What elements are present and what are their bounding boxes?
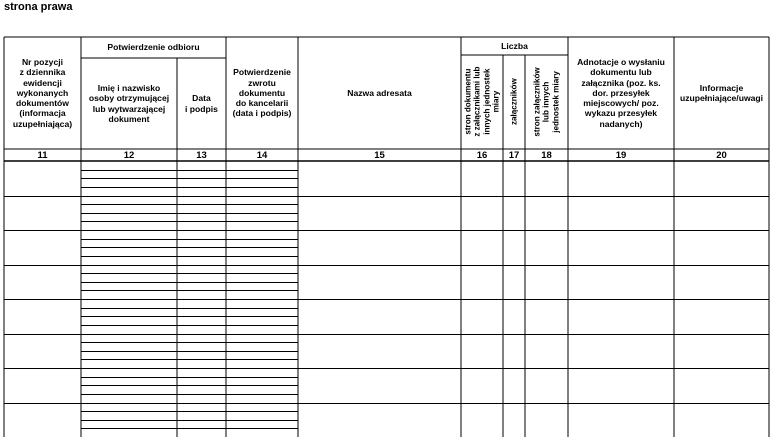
entry-cell-entry-number[interactable] [5,404,80,437]
entry-cell-addressee-name[interactable] [299,404,460,437]
entry-cell-date-signature[interactable] [178,266,225,299]
entry-cell-addressee-name[interactable] [299,162,460,195]
column-number-11: 11 [37,149,48,161]
entry-cell-document-pages[interactable] [462,300,502,333]
entry-cell-attachment-pages[interactable] [526,404,567,437]
entry-cell-addressee-name[interactable] [299,369,460,402]
entry-cell-recipient-name[interactable] [82,197,176,230]
entry-cell-entry-number[interactable] [5,266,80,299]
entry-cell-recipient-name[interactable] [82,369,176,402]
entry-cell-recipient-name[interactable] [82,335,176,368]
entry-cell-additional-info[interactable] [675,162,768,195]
column-number-14: 14 [256,149,268,161]
entry-cell-addressee-name[interactable] [299,266,460,299]
entry-cell-additional-info[interactable] [675,335,768,368]
column-number-19: 19 [615,149,627,161]
entry-cell-attachment-pages[interactable] [526,162,567,195]
header-count-group: Liczba [501,40,528,51]
header-attachment-pages-text: stron załączników lub innych jednostek miary [532,67,561,137]
entry-cell-return-confirmation[interactable] [227,300,297,333]
column-number-12: 12 [123,149,135,161]
header-addressee-name: Nazwa adresata [347,87,412,98]
entry-cell-additional-info[interactable] [675,197,768,230]
entry-cell-attachment-pages[interactable] [526,197,567,230]
column-number-15: 15 [374,149,385,161]
entry-cell-return-confirmation[interactable] [227,404,297,437]
entry-cell-attachment-pages[interactable] [526,300,567,333]
column-number-17: 17 [508,149,520,161]
entry-cell-additional-info[interactable] [675,266,768,299]
entry-cell-attachment-pages[interactable] [526,369,567,402]
entry-cell-addressee-name[interactable] [299,231,460,264]
column-number-13: 13 [196,149,207,161]
page-title: strona prawa [4,1,73,13]
entry-cell-entry-number[interactable] [5,369,80,402]
entry-cell-dispatch-notes[interactable] [569,197,673,230]
entry-cell-attachments[interactable] [504,369,524,402]
entry-cell-dispatch-notes[interactable] [569,266,673,299]
entry-cell-attachment-pages[interactable] [526,231,567,264]
header-dispatch-notes: Adnotacje o wysłaniu dokumentu lub załącznika (poz. ks. dor. przesyłek miejscowych/ poz. wykazu przesyłek nadanych) [577,56,665,129]
entry-cell-document-pages[interactable] [462,266,502,299]
header-document-pages-text: stron dokumentu z załącznikami lub innych jednostek miary [463,66,501,138]
header-recipient-name: Imię i nazwisko osoby otrzymującej lub wytwarzającej dokument [88,82,170,124]
header-receipt-confirmation: Potwierdzenie odbioru [107,42,200,53]
header-additional-info: Informacje uzupełniające/uwagi [679,82,764,103]
entry-cell-additional-info[interactable] [675,231,768,264]
entry-cell-dispatch-notes[interactable] [569,369,673,402]
entry-cell-attachment-pages[interactable] [526,335,567,368]
entry-cell-date-signature[interactable] [178,369,225,402]
column-number-20: 20 [716,149,727,161]
entry-cell-attachments[interactable] [504,300,524,333]
entry-cell-addressee-name[interactable] [299,300,460,333]
entry-cell-entry-number[interactable] [5,197,80,230]
entry-cell-recipient-name[interactable] [82,162,176,195]
entry-cell-additional-info[interactable] [675,404,768,437]
entry-cell-document-pages[interactable] [462,231,502,264]
entry-cell-return-confirmation[interactable] [227,197,297,230]
entry-cell-recipient-name[interactable] [82,266,176,299]
entry-cell-document-pages[interactable] [462,404,502,437]
entry-cell-document-pages[interactable] [462,197,502,230]
header-document-pages [461,55,503,149]
entry-cell-recipient-name[interactable] [82,231,176,264]
entry-cell-addressee-name[interactable] [299,197,460,230]
entry-cell-return-confirmation[interactable] [227,335,297,368]
entry-cell-attachments[interactable] [504,197,524,230]
header-attachments [503,55,525,149]
entry-cell-entry-number[interactable] [5,300,80,333]
entry-cell-document-pages[interactable] [462,162,502,195]
entry-cell-attachments[interactable] [504,266,524,299]
header-entry-number: Nr pozycji z dziennika ewidencji wykonanych dokumentów (informacja uzupełniająca) [12,56,73,129]
entry-cell-dispatch-notes[interactable] [569,162,673,195]
entry-cell-dispatch-notes[interactable] [569,231,673,264]
entry-cell-entry-number[interactable] [5,231,80,264]
entry-cell-attachments[interactable] [504,162,524,195]
entry-cell-attachment-pages[interactable] [526,266,567,299]
entry-cell-return-confirmation[interactable] [227,266,297,299]
entry-cell-date-signature[interactable] [178,231,225,264]
entry-cell-additional-info[interactable] [675,300,768,333]
column-number-18: 18 [541,149,552,161]
header-date-signature: Data i podpis [185,93,218,114]
header-return-confirmation: Potwierdzenie zwrotu dokumentu do kancelarii (data i podpis) [232,67,292,119]
entry-cell-entry-number[interactable] [5,335,80,368]
entry-cell-date-signature[interactable] [178,162,225,195]
entry-cell-recipient-name[interactable] [82,300,176,333]
entry-cell-document-pages[interactable] [462,335,502,368]
entry-cell-date-signature[interactable] [178,300,225,333]
entry-cell-addressee-name[interactable] [299,335,460,368]
entry-cell-dispatch-notes[interactable] [569,404,673,437]
header-attachments-text: załączników [509,78,519,126]
entry-cell-return-confirmation[interactable] [227,162,297,195]
entry-cell-dispatch-notes[interactable] [569,300,673,333]
entry-cell-dispatch-notes[interactable] [569,335,673,368]
entry-cell-date-signature[interactable] [178,197,225,230]
entry-cell-document-pages[interactable] [462,369,502,402]
entry-cell-attachments[interactable] [504,335,524,368]
entry-cell-attachments[interactable] [504,404,524,437]
entry-cell-date-signature[interactable] [178,335,225,368]
entry-cell-recipient-name[interactable] [82,404,176,437]
entry-cell-entry-number[interactable] [5,162,80,195]
entry-cell-date-signature[interactable] [178,404,225,437]
entry-cell-attachments[interactable] [504,231,524,264]
entry-cell-return-confirmation[interactable] [227,369,297,402]
entry-cell-additional-info[interactable] [675,369,768,402]
header-attachment-pages [525,55,568,149]
column-number-16: 16 [476,149,488,161]
entry-cell-return-confirmation[interactable] [227,231,297,264]
